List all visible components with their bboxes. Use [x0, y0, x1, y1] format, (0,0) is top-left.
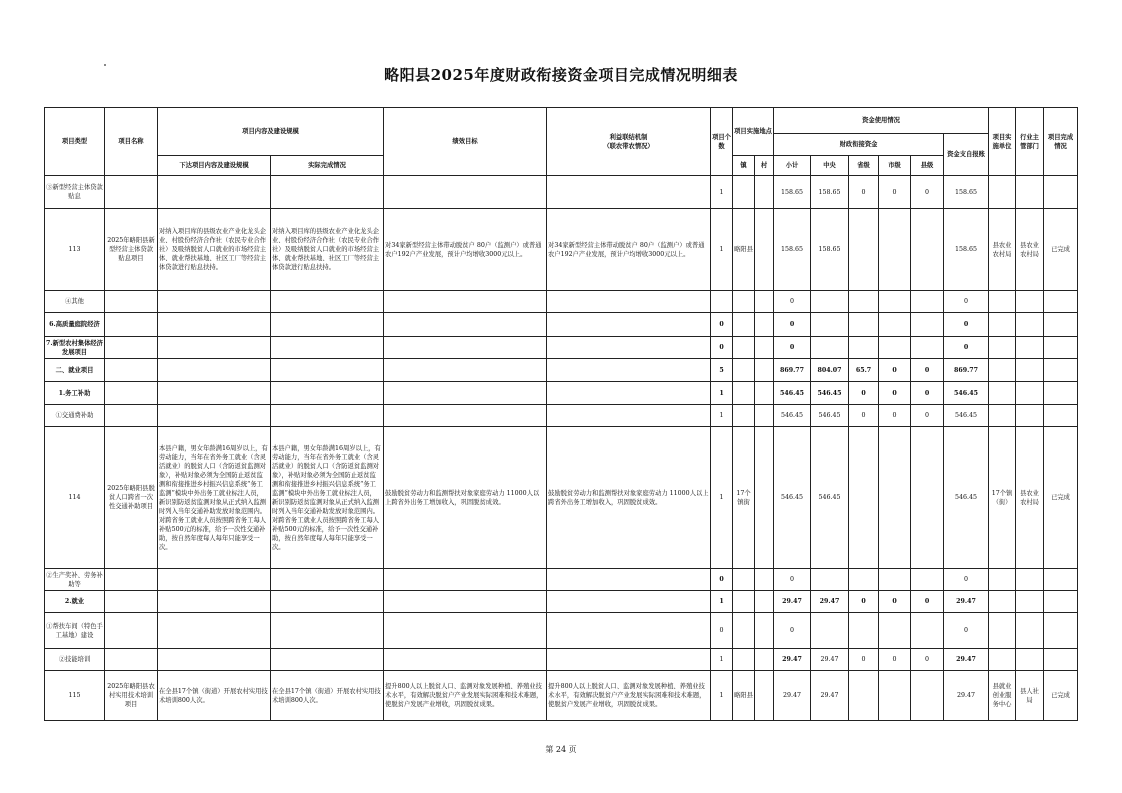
col-header-unit: 项目实施单位	[989, 108, 1016, 176]
cell-province: 0	[849, 405, 879, 427]
cell-self: 158.65	[944, 209, 989, 291]
cell-benefit	[547, 405, 711, 427]
table-row	[45, 427, 1078, 569]
cell-county	[911, 209, 944, 291]
cell-city: 0	[879, 591, 911, 613]
cell-count: 0	[711, 613, 733, 649]
cell-province: 65.7	[849, 359, 879, 382]
cell-city: 0	[879, 405, 911, 427]
cell-benefit	[547, 313, 711, 337]
cell-benefit: 鼓励脱贫劳动力和监测帮扶对象家庭劳动力 11000人以上跨省外出务工增加收入，巩固脱贫成效。	[547, 427, 711, 569]
cell-county	[911, 337, 944, 359]
cell-unit	[989, 176, 1016, 209]
cell-village	[755, 649, 774, 671]
cell-village	[755, 613, 774, 649]
cell-actual	[271, 359, 384, 382]
cell-unit	[989, 569, 1016, 591]
cell-count: 1	[711, 427, 733, 569]
cell-type: ①帮扶车间（特色手工基地）建设	[45, 613, 105, 649]
cell-dept: 县农业农村局	[1016, 427, 1044, 569]
cell-village	[755, 405, 774, 427]
cell-central: 546.45	[811, 427, 849, 569]
cell-dept	[1016, 405, 1044, 427]
cell-name	[105, 313, 158, 337]
cell-province	[849, 613, 879, 649]
cell-benefit: 对34家新型经营主体带动脱贫户 80户（监测户）或普通农户192户产业发展，预计户均增收3000元以上。	[547, 209, 711, 291]
cell-province: 0	[849, 176, 879, 209]
cell-subtotal: 546.45	[774, 405, 811, 427]
cell-benefit	[547, 291, 711, 313]
cell-self: 0	[944, 337, 989, 359]
col-header-actual: 实际完成情况	[271, 156, 384, 176]
project-table	[44, 107, 1078, 721]
cell-dept: 县农业农村局	[1016, 209, 1044, 291]
cell-city	[879, 313, 911, 337]
col-header-fiscal: 财政衔接资金	[774, 134, 944, 156]
cell-type: 113	[45, 209, 105, 291]
cell-type: 114	[45, 427, 105, 569]
col-header-village: 村	[755, 156, 774, 176]
cell-goal	[384, 359, 547, 382]
cell-town	[733, 359, 755, 382]
cell-type: 2.就业	[45, 591, 105, 613]
cell-city	[879, 613, 911, 649]
cell-subtotal: 546.45	[774, 427, 811, 569]
cell-subtotal: 869.77	[774, 359, 811, 382]
cell-city	[879, 209, 911, 291]
cell-dept	[1016, 649, 1044, 671]
col-header-central: 中央	[811, 156, 849, 176]
cell-status	[1044, 337, 1078, 359]
cell-plan	[158, 382, 271, 405]
cell-type: 6.高质量庭院经济	[45, 313, 105, 337]
cell-benefit	[547, 591, 711, 613]
cell-actual	[271, 176, 384, 209]
table-row	[45, 176, 1078, 209]
cell-count: 1	[711, 405, 733, 427]
cell-unit: 17个镇（街）	[989, 427, 1016, 569]
cell-count: 5	[711, 359, 733, 382]
col-header-content: 项目内容及建设规模	[158, 108, 384, 156]
table-row	[45, 359, 1078, 382]
cell-type: ②生产奖补、劳务补助等	[45, 569, 105, 591]
cell-town	[733, 569, 755, 591]
cell-goal	[384, 382, 547, 405]
cell-county	[911, 569, 944, 591]
cell-goal	[384, 569, 547, 591]
cell-dept: 县人社局	[1016, 671, 1044, 721]
cell-actual: 对纳入项目库的县级农业产业化龙头企业、村股份经济合作社（农民专业合作社）及吸纳脱贫人口就业的市场经营主体、就业帮扶基地、社区工厂等经营主体贷款进行贴息扶持。	[271, 209, 384, 291]
cell-county: 0	[911, 176, 944, 209]
cell-village	[755, 591, 774, 613]
cell-subtotal: 29.47	[774, 649, 811, 671]
cell-village	[755, 427, 774, 569]
cell-name	[105, 176, 158, 209]
cell-unit	[989, 359, 1016, 382]
cell-self: 546.45	[944, 427, 989, 569]
table-row	[45, 405, 1078, 427]
cell-central	[811, 313, 849, 337]
col-header-town: 镇	[733, 156, 755, 176]
cell-actual	[271, 382, 384, 405]
cell-type: ④其他	[45, 291, 105, 313]
cell-status: 已完成	[1044, 427, 1078, 569]
cell-village	[755, 209, 774, 291]
cell-goal	[384, 291, 547, 313]
cell-subtotal: 0	[774, 613, 811, 649]
cell-town	[733, 382, 755, 405]
table-row	[45, 291, 1078, 313]
cell-goal	[384, 176, 547, 209]
cell-town	[733, 176, 755, 209]
cell-status	[1044, 591, 1078, 613]
cell-self: 0	[944, 613, 989, 649]
cell-unit	[989, 649, 1016, 671]
cell-village	[755, 313, 774, 337]
col-header-location: 项目实施地点	[733, 108, 774, 156]
cell-subtotal: 0	[774, 337, 811, 359]
cell-benefit	[547, 382, 711, 405]
cell-unit: 县就业创业服务中心	[989, 671, 1016, 721]
cell-plan	[158, 591, 271, 613]
col-header-funds: 资金使用情况	[774, 108, 989, 134]
col-header-subtotal: 小计	[774, 156, 811, 176]
cell-village	[755, 291, 774, 313]
page-title: 略阳县2025年度财政衔接资金项目完成情况明细表	[384, 66, 738, 84]
cell-benefit	[547, 649, 711, 671]
cell-self: 0	[944, 569, 989, 591]
cell-status	[1044, 649, 1078, 671]
cell-dept	[1016, 569, 1044, 591]
cell-name	[105, 613, 158, 649]
cell-goal	[384, 405, 547, 427]
cell-self: 546.45	[944, 405, 989, 427]
col-header-count: 项目个数	[711, 108, 733, 176]
cell-actual: 本县户籍，男女年龄满16周岁以上，有劳动能力，当年在省外务工就业（含灵活就业）的脱贫人口（含防返贫监测对象），补贴对象必须为全国防止返贫监测和衔接推进乡村振兴信息系统“务工监测”模块中外出务工就业标注人员，新识别防返贫监测对象从正式纳入监测时列入当年交通补助发放对象范围内。对跨省务工就业人员按照跨省务工每人补贴500元的标准，给予一次性交通补助，按自然年度每人每年只能享受一次。	[271, 427, 384, 569]
cell-type: ③新型经营主体贷款贴息	[45, 176, 105, 209]
cell-plan	[158, 649, 271, 671]
cell-count: 0	[711, 337, 733, 359]
cell-actual	[271, 613, 384, 649]
cell-subtotal: 29.47	[774, 671, 811, 721]
cell-actual	[271, 591, 384, 613]
cell-central	[811, 291, 849, 313]
cell-village	[755, 359, 774, 382]
cell-province	[849, 427, 879, 569]
table-row	[45, 209, 1078, 291]
cell-type: ①交通费补助	[45, 405, 105, 427]
cell-count: 1	[711, 176, 733, 209]
cell-benefit	[547, 176, 711, 209]
cell-county: 0	[911, 405, 944, 427]
cell-subtotal: 0	[774, 291, 811, 313]
cell-plan	[158, 337, 271, 359]
cell-central: 546.45	[811, 405, 849, 427]
cell-town	[733, 291, 755, 313]
benefit-line1: 利益联结机制	[609, 133, 648, 141]
cell-subtotal: 546.45	[774, 382, 811, 405]
cell-actual	[271, 649, 384, 671]
col-header-self: 资金支自报账	[944, 134, 989, 176]
page-number: 第 24 页	[545, 745, 577, 754]
cell-name	[105, 291, 158, 313]
cell-plan	[158, 405, 271, 427]
cell-self: 29.47	[944, 671, 989, 721]
cell-unit	[989, 613, 1016, 649]
cell-subtotal: 158.65	[774, 209, 811, 291]
cell-name	[105, 591, 158, 613]
cell-county	[911, 313, 944, 337]
col-header-type: 项目类型	[45, 108, 105, 176]
col-header-dept: 行业主管部门	[1016, 108, 1044, 176]
cell-actual	[271, 569, 384, 591]
cell-count: 0	[711, 313, 733, 337]
cell-central: 29.47	[811, 649, 849, 671]
cell-city	[879, 671, 911, 721]
col-header-plan: 下达项目内容及建设规模	[158, 156, 271, 176]
cell-central: 804.07	[811, 359, 849, 382]
cell-name	[105, 569, 158, 591]
cell-unit	[989, 591, 1016, 613]
cell-goal: 对34家新型经营主体带动脱贫户 80户（监测户）或普通农户192户产业发展，预计户均增收3000元以上。	[384, 209, 547, 291]
cell-status	[1044, 176, 1078, 209]
cell-town	[733, 405, 755, 427]
cell-plan	[158, 569, 271, 591]
cell-city: 0	[879, 649, 911, 671]
table-row	[45, 382, 1078, 405]
cell-plan	[158, 359, 271, 382]
cell-province	[849, 291, 879, 313]
cell-central: 158.65	[811, 209, 849, 291]
cell-town: 略阳县	[733, 671, 755, 721]
cell-town	[733, 591, 755, 613]
cell-dept	[1016, 313, 1044, 337]
cell-goal: 鼓励脱贫劳动力和监测帮扶对象家庭劳动力 11000人以上跨省外出务工增加收入，巩固脱贫成效。	[384, 427, 547, 569]
cell-unit	[989, 337, 1016, 359]
cell-name	[105, 382, 158, 405]
cell-status	[1044, 405, 1078, 427]
cell-self: 29.47	[944, 591, 989, 613]
cell-status: 已完成	[1044, 209, 1078, 291]
cell-dept	[1016, 337, 1044, 359]
cell-central: 29.47	[811, 671, 849, 721]
cell-town	[733, 649, 755, 671]
cell-unit: 县农业农村局	[989, 209, 1016, 291]
cell-actual: 在全县17个镇（街道）开展农村实用技术培训800人次。	[271, 671, 384, 721]
cell-province: 0	[849, 382, 879, 405]
cell-name	[105, 405, 158, 427]
cell-type: 1.务工补助	[45, 382, 105, 405]
cell-county	[911, 613, 944, 649]
cell-central: 158.65	[811, 176, 849, 209]
cell-village	[755, 337, 774, 359]
cell-subtotal: 0	[774, 569, 811, 591]
cell-village	[755, 382, 774, 405]
cell-dept	[1016, 359, 1044, 382]
table-row	[45, 313, 1078, 337]
col-header-benefit	[547, 108, 711, 176]
cell-status	[1044, 569, 1078, 591]
cell-central	[811, 613, 849, 649]
cell-county: 0	[911, 382, 944, 405]
cell-self: 0	[944, 291, 989, 313]
cell-count: 1	[711, 209, 733, 291]
cell-benefit	[547, 337, 711, 359]
cell-plan: 本县户籍，男女年龄满16周岁以上，有劳动能力，当年在省外务工就业（含灵活就业）的脱贫人口（含防返贫监测对象），补贴对象必须为全国防止返贫监测和衔接推进乡村振兴信息系统“务工监测”模块中外出务工就业标注人员，新识别防返贫监测对象从正式纳入监测时列入当年交通补助发放对象范围内。对跨省务工就业人员按照跨省务工每人补贴500元的标准，给予一次性交通补助，按自然年度每人每年只能享受一次。	[158, 427, 271, 569]
cell-town: 17个镇街	[733, 427, 755, 569]
cell-county	[911, 291, 944, 313]
table-body	[45, 176, 1078, 721]
cell-goal	[384, 649, 547, 671]
cell-province	[849, 337, 879, 359]
cell-count: 1	[711, 649, 733, 671]
benefit-line2: （联农带农情况）	[603, 142, 654, 150]
cell-type: 二、就业项目	[45, 359, 105, 382]
cell-plan: 对纳入项目库的县级农业产业化龙头企业、村股份经济合作社（农民专业合作社）及吸纳脱贫人口就业的市场经营主体、就业帮扶基地、社区工厂等经营主体贷款进行贴息扶持。	[158, 209, 271, 291]
table-row	[45, 671, 1078, 721]
cell-city: 0	[879, 176, 911, 209]
cell-benefit	[547, 569, 711, 591]
cell-county	[911, 671, 944, 721]
cell-unit	[989, 291, 1016, 313]
cell-province	[849, 209, 879, 291]
cell-province	[849, 569, 879, 591]
cell-city	[879, 337, 911, 359]
cell-province	[849, 313, 879, 337]
cell-count: 1	[711, 382, 733, 405]
cell-county: 0	[911, 591, 944, 613]
cell-goal	[384, 337, 547, 359]
cell-town	[733, 313, 755, 337]
cell-goal	[384, 613, 547, 649]
cell-central	[811, 337, 849, 359]
cell-city	[879, 569, 911, 591]
cell-name	[105, 337, 158, 359]
cell-city: 0	[879, 382, 911, 405]
cell-actual	[271, 337, 384, 359]
cell-unit	[989, 382, 1016, 405]
table-row	[45, 337, 1078, 359]
cell-plan	[158, 176, 271, 209]
cell-count: 1	[711, 591, 733, 613]
cell-type: ②技能培训	[45, 649, 105, 671]
cell-benefit	[547, 359, 711, 382]
col-header-county: 县级	[911, 156, 944, 176]
cell-count: 0	[711, 569, 733, 591]
cell-self: 29.47	[944, 649, 989, 671]
cell-name: 2025年略阳县农村实用技术培训项目	[105, 671, 158, 721]
cell-subtotal: 158.65	[774, 176, 811, 209]
cell-plan	[158, 291, 271, 313]
cell-county	[911, 427, 944, 569]
cell-type: 115	[45, 671, 105, 721]
cell-county: 0	[911, 649, 944, 671]
cell-village	[755, 671, 774, 721]
cell-goal	[384, 313, 547, 337]
cell-dept	[1016, 613, 1044, 649]
cell-actual	[271, 291, 384, 313]
col-header-name: 项目名称	[105, 108, 158, 176]
col-header-status: 项目完成情况	[1044, 108, 1078, 176]
table-row	[45, 613, 1078, 649]
cell-dept	[1016, 382, 1044, 405]
cell-city	[879, 427, 911, 569]
cell-central: 29.47	[811, 591, 849, 613]
cell-type: 7.新型农村集体经济发展项目	[45, 337, 105, 359]
cell-self: 546.45	[944, 382, 989, 405]
cell-village	[755, 569, 774, 591]
cell-status	[1044, 359, 1078, 382]
cell-town: 略阳县	[733, 209, 755, 291]
cell-self: 158.65	[944, 176, 989, 209]
cell-count	[711, 291, 733, 313]
cell-name	[105, 359, 158, 382]
cell-status: 已完成	[1044, 671, 1078, 721]
cell-unit	[989, 313, 1016, 337]
cell-plan	[158, 613, 271, 649]
cell-status	[1044, 613, 1078, 649]
cell-self: 869.77	[944, 359, 989, 382]
col-header-goal: 绩效目标	[384, 108, 547, 176]
cell-benefit: 提升800人以上脱贫人口、监测对象发展种植、养殖业技术水平，有效解决脱贫户产业发展实际困难和技术难题，使脱贫户发展产业增收，巩固脱贫成果。	[547, 671, 711, 721]
cell-subtotal: 0	[774, 313, 811, 337]
cell-actual	[271, 313, 384, 337]
cell-self: 0	[944, 313, 989, 337]
col-header-city: 市级	[879, 156, 911, 176]
cell-dept	[1016, 176, 1044, 209]
col-header-province: 省级	[849, 156, 879, 176]
cell-goal: 提升800人以上脱贫人口、监测对象发展种植、养殖业技术水平，有效解决脱贫户产业发展实际困难和技术难题，使脱贫户发展产业增收，巩固脱贫成果。	[384, 671, 547, 721]
cell-province	[849, 671, 879, 721]
cell-status	[1044, 291, 1078, 313]
cell-town	[733, 337, 755, 359]
cell-central: 546.45	[811, 382, 849, 405]
cell-unit	[989, 405, 1016, 427]
cell-status	[1044, 313, 1078, 337]
cell-city: 0	[879, 359, 911, 382]
cell-goal	[384, 591, 547, 613]
cell-dept	[1016, 291, 1044, 313]
cell-actual	[271, 405, 384, 427]
cell-benefit	[547, 613, 711, 649]
cell-plan	[158, 313, 271, 337]
cell-central	[811, 569, 849, 591]
cell-name: 2025年略阳县新型经营主体贷款贴息项目	[105, 209, 158, 291]
cell-town	[733, 613, 755, 649]
cell-status	[1044, 382, 1078, 405]
cell-subtotal: 29.47	[774, 591, 811, 613]
table-row	[45, 569, 1078, 591]
table-row	[45, 649, 1078, 671]
cell-province: 0	[849, 649, 879, 671]
cell-village	[755, 176, 774, 209]
cell-county: 0	[911, 359, 944, 382]
cell-dept	[1016, 591, 1044, 613]
cell-plan: 在全县17个镇（街道）开展农村实用技术培训800人次。	[158, 671, 271, 721]
cell-name	[105, 649, 158, 671]
cell-name: 2025年略阳县脱贫人口跨省一次性交通补助项目	[105, 427, 158, 569]
cell-count: 1	[711, 671, 733, 721]
table-row	[45, 591, 1078, 613]
cell-province: 0	[849, 591, 879, 613]
cell-city	[879, 291, 911, 313]
